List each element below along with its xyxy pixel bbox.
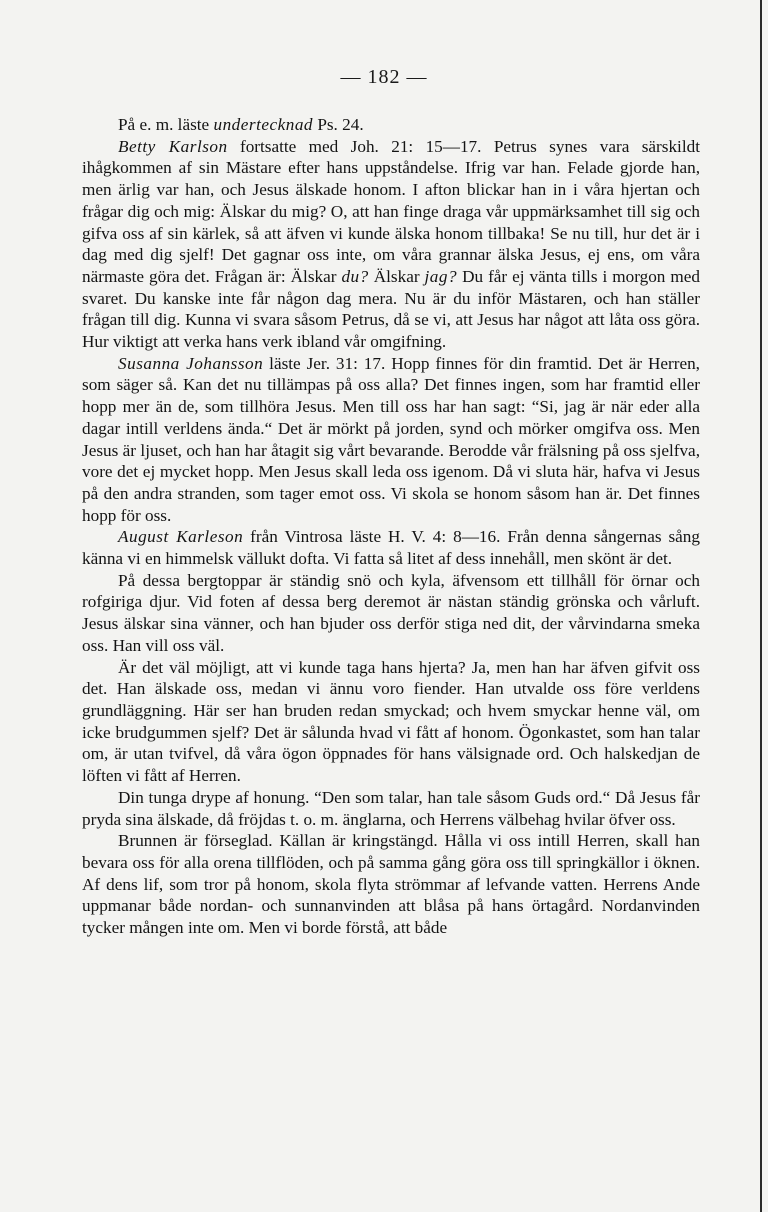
- page-body-text: [82, 114, 700, 939]
- text-run: Älskar: [368, 266, 425, 286]
- page-edge-line: [760, 0, 762, 1212]
- text-run: fortsatte med Joh. 21: 15—17. Petrus synes vara särskildt ihågkommen af sin Mästare efter hans uppståndelse. Ifrig var han. Felade gjorde han, men ärlig var han, och Jesus älskade honom. I afton blickar han in i våra hjertan och frågar dig och mig: Älskar du mig? O, att han finge draga vår uppmärksamhet till sig och gifva oss af sin kärlek, så att äfven vi kunde älska honom tillbaka! Se nu till, hur det är i dag med dig sjelf! Det gagnar oss inte, om våra grannar älska Jesus, ej ens, om våra närmaste göra det. Frågan är: Älskar: [82, 136, 700, 286]
- paragraph: [82, 787, 700, 830]
- text-run: Brunnen är förseglad. Källan är kringstängd. Hålla vi oss intill Herren, skall han bevara oss för alla orena tillflöden, och på samma gång göra oss till springkällor i öknen. Af dens lif, som tror på honom, skola flyta strömmar af lefvande vatten. Herrens Ande uppmanar både nordan- och sunnanvinden att blåsa på hans örtagård. Nordanvinden tycker mången inte om. Men vi borde förstå, att både: [82, 831, 700, 938]
- italic-text: du?: [341, 266, 369, 286]
- italic-text: Susanna Johansson: [118, 353, 264, 373]
- text-run: Din tunga drype af honung. “Den som talar, han tale såsom Guds ord.“ Då Jesus får pryda sina älskade, då fröjdas t. o. m. änglarna, och Herrens välbehag hvilar öfver oss.: [82, 787, 700, 829]
- italic-text: jag?: [424, 266, 458, 286]
- text-run: från Vintrosa läste H. V. 4: 8—16. Från denna sångernas sång känna vi en himmelsk vällukt dofta. Vi fatta så litet af dess innehåll, men skönt är det.: [82, 527, 700, 569]
- paragraph: [82, 136, 700, 353]
- page-number: — 182 —: [340, 66, 428, 88]
- paragraph: [82, 570, 700, 657]
- italic-text: undertecknad: [213, 115, 314, 134]
- text-run: läste Jer. 31: 17. Hopp finnes för din framtid. Det är Herren, som säger så. Kan det nu tillämpas på oss alla? Det finnes ingen, som har framtid eller hopp mer än de, som tillhöra Jesus. Men till oss har han sagt: “Si, jag är när eder alla dagar intill verldens ända.“ Det är mörkt på jorden, synd och mörker omgifva oss. Men Jesus är ljuset, och han har åtagit sig vårt bevarande. Berodde vår frälsning på oss sjelfva, vore det ej mycket hopp. Men Jesus skall leda oss igenom. Då vi sluta här, hafva vi Jesus på den andra stranden, som tager emot oss. Vi skola se honom såsom han är. Det finnes hopp för oss.: [82, 353, 700, 525]
- paragraph: [82, 114, 700, 136]
- paragraph: [82, 657, 700, 787]
- paragraph: [82, 526, 700, 569]
- paragraph: [82, 830, 700, 939]
- text-run: På e. m. läste: [118, 115, 214, 134]
- italic-text: Betty Karlson: [118, 136, 228, 156]
- italic-text: August Karleson: [118, 527, 244, 547]
- text-run: Är det väl möjligt, att vi kunde taga hans hjerta? Ja, men han har äfven gifvit oss det. Han älskade oss, medan vi ännu voro fiender. Han utvalde oss före verldens grundläggning. Här ser han bruden redan smyckad; och hvem smyckar henne väl, om icke brudgummen sjelf? Det är sålunda hvad vi fått af honom. Ögonkastet, som han talar om, är utan tvifvel, då våra ögon öppnades för hans välsignade ord. Och halskedjan de löften vi fått af Herren.: [82, 657, 700, 786]
- text-run: Ps. 24.: [313, 115, 364, 134]
- paragraph: [82, 353, 700, 527]
- text-run: Du får ej vänta tills i morgon med svaret. Du kanske inte får någon dag mera. Nu är du inför Mästaren, och han ställer frågan till dig. Kunna vi svara såsom Petrus, då se vi, att Jesus har något att låta oss göra. Hur viktigt att verka hans verk ibland vår omgifning.: [82, 266, 700, 352]
- text-run: På dessa bergtoppar är ständig snö och kyla, äfvensom ett tillhåll för örnar och rofgiriga djur. Vid foten af dessa berg deremot är nästan ständig grönska och vårluft. Jesus älskar sina vänner, och han bjuder oss derför stiga ned dit, der vårvindarna smeka oss. Han vill oss väl.: [82, 570, 700, 655]
